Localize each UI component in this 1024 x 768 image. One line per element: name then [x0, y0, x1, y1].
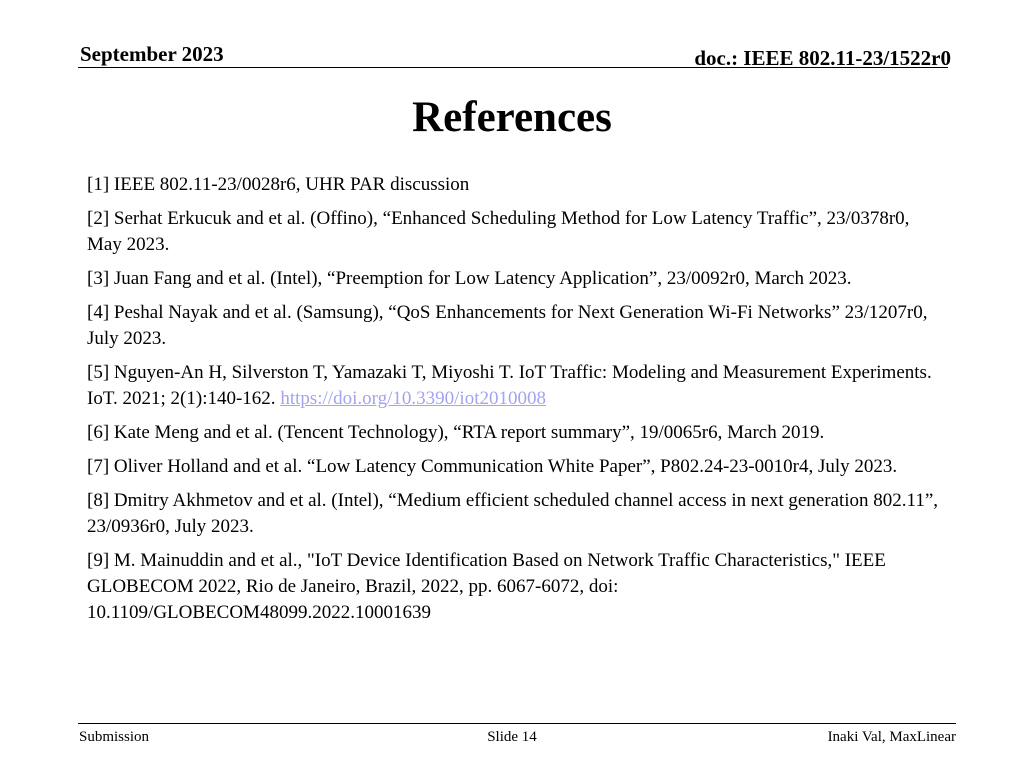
footer-submission: Submission [79, 729, 150, 745]
footer-slide-number: Slide 14 [487, 729, 537, 745]
reference-item-7: [7] Oliver Holland and et al. “Low Latency Communication White Paper”, P802.24-23-0010r4, July 2023. [87, 456, 898, 477]
header-divider [78, 67, 948, 68]
reference-item-6: [6] Kate Meng and et al. (Tencent Technology), “RTA report summary”, 19/0065r6, March 2019. [87, 422, 825, 443]
reference-item-5 [87, 360, 947, 412]
reference-item-9: [9] M. Mainuddin and et al., "IoT Device Identification Based on Network Traffic Characteristics," IEEE GLOBECOM 2022, Rio de Janeiro, Brazil, 2022, pp. 6067-6072, doi: 10.1109/GLOBECOM48099.2022.10001639 [87, 550, 886, 623]
header-doc-id: doc.: IEEE 802.11-23/1522r0 [694, 46, 951, 70]
reference-item-8: [8] Dmitry Akhmetov and et al. (Intel), “Medium efficient scheduled channel access in next generation 802.11”, 23/0936r0, July 2023. [87, 490, 939, 537]
reference-item-2: [2] Serhat Erkucuk and et al. (Offino), “Enhanced Scheduling Method for Low Latency Traffic”, 23/0378r0, May 2023. [87, 208, 910, 255]
reference-item-4: [4] Peshal Nayak and et al. (Samsung), “QoS Enhancements for Next Generation Wi-Fi Networks” 23/1207r0, July 2023. [87, 302, 928, 349]
slide-title: References [412, 94, 612, 141]
reference-5-doi-link[interactable]: https://doi.org/10.3390/iot2010008 [280, 388, 546, 409]
footer-author: Inaki Val, MaxLinear [827, 729, 956, 745]
header-date: September 2023 [80, 42, 224, 66]
reference-item-1: [1] IEEE 802.11-23/0028r6, UHR PAR discussion [87, 174, 470, 195]
reference-item-3: [3] Juan Fang and et al. (Intel), “Preemption for Low Latency Application”, 23/0092r0, March 2023. [87, 268, 852, 289]
reference-list [87, 172, 947, 634]
reference-5-text: [5] Nguyen-An H, Silverston T, Yamazaki T, Miyoshi T. IoT Traffic: Modeling and Measurement Experiments. IoT. 2021; 2(1):140-162. [87, 362, 932, 409]
footer-divider [78, 723, 956, 724]
